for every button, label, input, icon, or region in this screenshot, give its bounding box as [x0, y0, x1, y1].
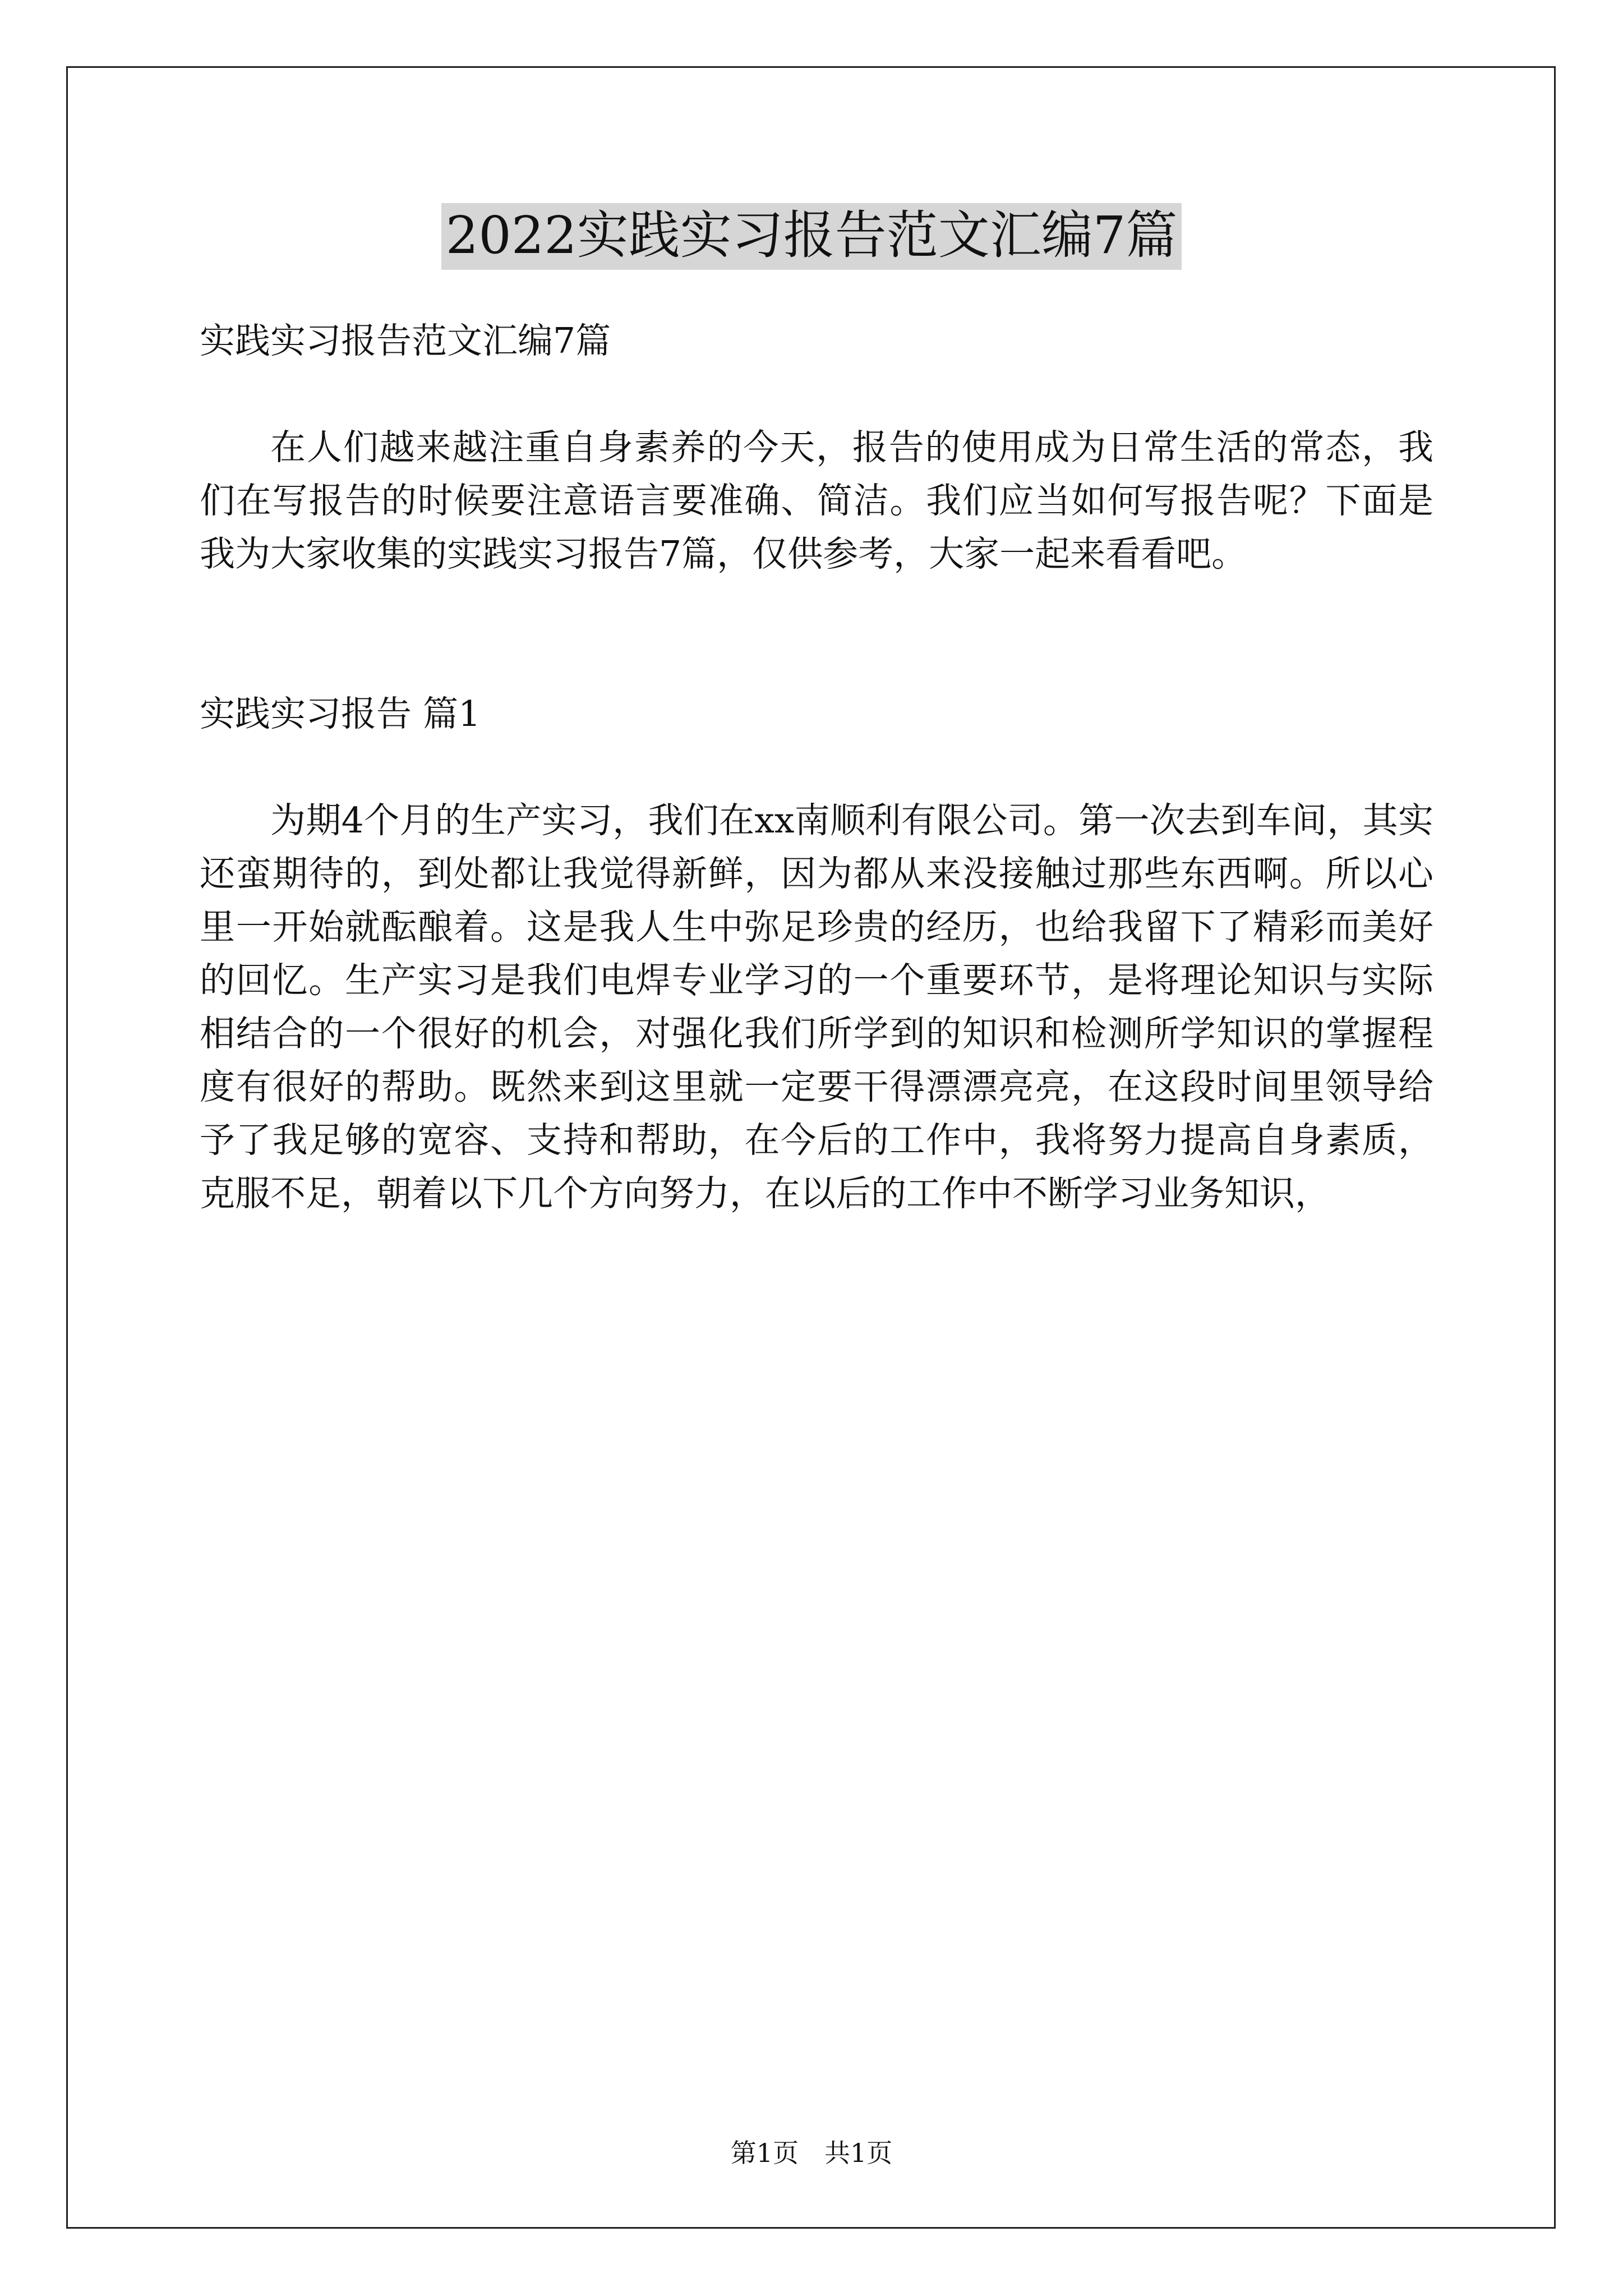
document-title-text: 2022实践实习报告范文汇编7篇 — [441, 203, 1182, 270]
page-number: 第1页 — [730, 2138, 799, 2168]
page-footer — [0, 2140, 1623, 2166]
section-heading: 实践实习报告 篇1 — [200, 693, 481, 734]
intro-paragraph: 在人们越来越注重自身素养的今天，报告的使用成为日常生活的常态，我们在写报告的时候要注意语言要准确、简洁。我们应当如何写报告呢？下面是我为大家收集的实践实习报告7篇，仅供参考，大家一起来看看吧。 — [200, 427, 1433, 574]
document-body — [200, 314, 1433, 1220]
document-subtitle: 实践实习报告范文汇编7篇 — [200, 320, 611, 361]
page-total: 共1页 — [824, 2138, 893, 2168]
document-title — [0, 203, 1623, 270]
section-body-paragraph: 为期4个月的生产实习，我们在xx南顺利有限公司。第一次去到车间，其实还蛮期待的，到处都让我觉得新鲜，因为都从来没接触过那些东西啊。所以心里一开始就酝酿着。这是我人生中弥足珍贵的经历，也给我留下了精彩而美好的回忆。生产实习是我们电焊专业学习的一个重要环节，是将理论知识与实际相结合的一个很好的机会，对强化我们所学到的知识和检测所学知识的掌握程度有很好的帮助。既然来到这里就一定要干得漂漂亮亮，在这段时间里领导给予了我足够的宽容、支持和帮助，在今后的工作中，我将努力提高自身素质，克服不足，朝着以下几个方向努力，在以后的工作中不断学习业务知识， — [200, 800, 1433, 1214]
